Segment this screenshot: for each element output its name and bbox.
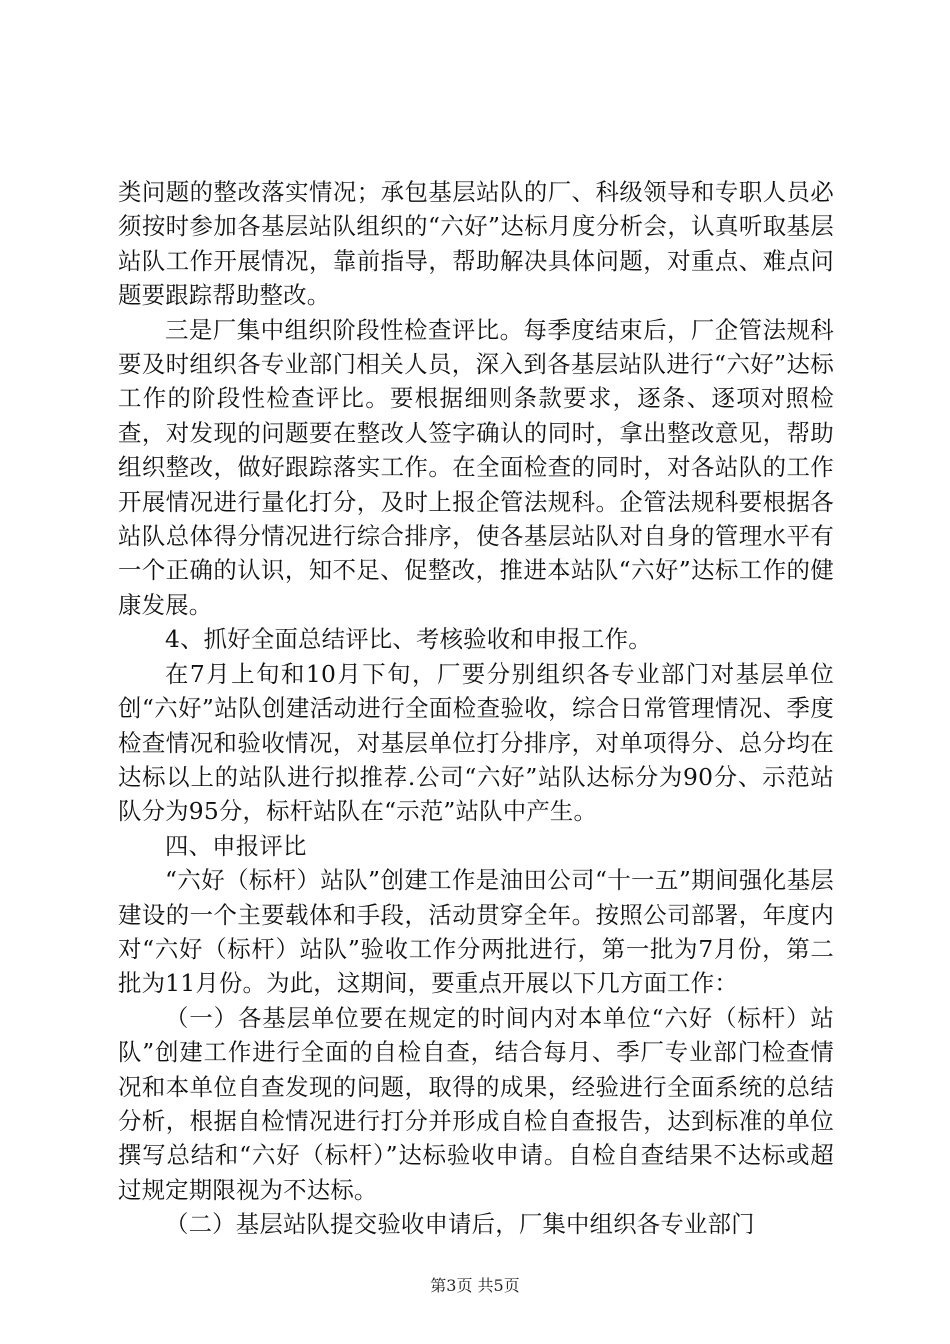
- paragraph-periodic-inspection: 三是厂集中组织阶段性检查评比。每季度结束后，厂企管法规科要及时组织各专业部门相关人员，深入到各基层站队进行“六好”达标工作的阶段性检查评比。要根据细则条款要求，逐条、逐项对照检查，对发现的问题要在整改人签字确认的同时，拿出整改意见，帮助组织整改，做好跟踪落实工作。在全面检查的同时，对各站队的工作开展情况进行量化打分，及时上报企管法规科。企管法规科要根据各站队总体得分情况进行综合排序，使各基层站队对自身的管理水平有一个正确的认识，知不足、促整改，推进本站队“六好”达标工作的健康发展。: [118, 315, 834, 619]
- paragraph-application-overview: “六好（标杆）站队”创建工作是油田公司“十一五”期间强化基层建设的一个主要载体和手段，活动贯穿全年。按照公司部署，年度内对“六好（标杆）站队”验收工作分两批进行，第一批为7月份，第二批为11月份。为此，这期间，要重点开展以下几方面工作：: [118, 866, 834, 998]
- page-number-footer: 第3页 共5页: [430, 1276, 520, 1295]
- paragraph-acceptance-schedule: 在7月上旬和10月下旬，厂要分别组织各专业部门对基层单位创“六好”站队创建活动进行全面检查验收，综合日常管理情况、季度检查情况和验收情况，对基层单位打分排序，对单项得分、总分均在达标以上的站队进行拟推荐.公司“六好”站队达标分为90分、示范站队分为95分，标杆站队在“示范”站队中产生。: [118, 659, 834, 826]
- paragraph-heading-summary-evaluation: 4、抓好全面总结评比、考核验收和申报工作。: [165, 625, 652, 654]
- paragraph-rectification-continued: 类问题的整改落实情况；承包基层站队的厂、科级领导和专职人员必须按时参加各基层站队组织的“六好”达标月度分析会，认真听取基层站队工作开展情况，靠前指导，帮助解决具体问题，对重点、难点问题要跟踪帮助整改。: [118, 178, 834, 310]
- paragraph-self-inspection: （一）各基层单位要在规定的时间内对本单位“六好（标杆）站队”创建工作进行全面的自检自查，结合每月、季厂专业部门检查情况和本单位自查发现的问题，取得的成果，经验进行全面系统的总结分析，根据自检情况进行打分并形成自检自查报告，达到标准的单位撰写总结和“六好（标杆）”达标验收申请。自检自查结果不达标或超过规定期限视为不达标。: [118, 1003, 834, 1204]
- section-heading-application: 四、申报评比: [165, 831, 307, 860]
- document-body: [118, 175, 834, 1242]
- paragraph-acceptance-request: （二）基层站队提交验收申请后，厂集中组织各专业部门: [165, 1210, 755, 1239]
